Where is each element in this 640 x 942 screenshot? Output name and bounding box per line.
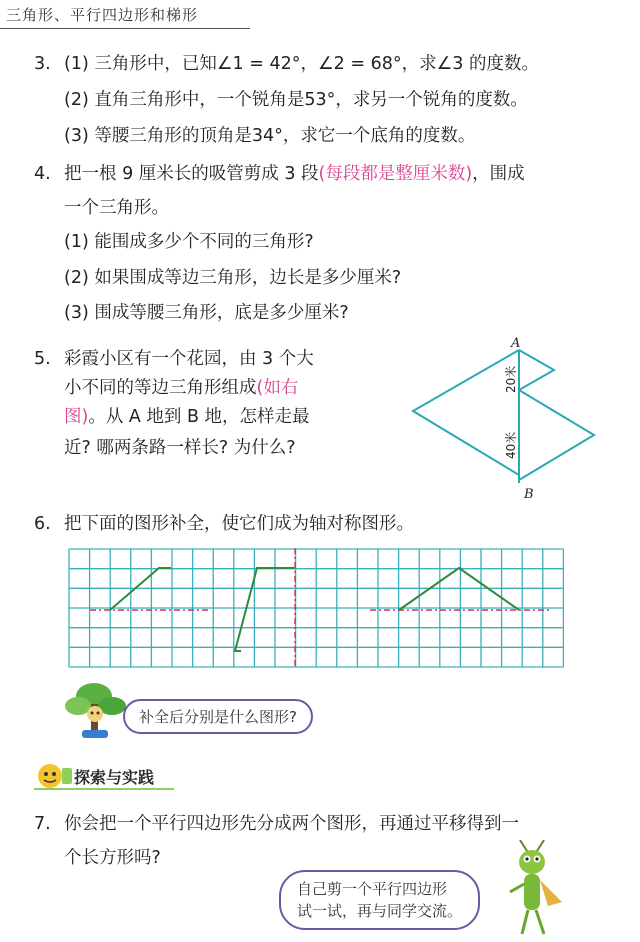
label-b: B	[524, 487, 534, 502]
q6-hint-bubble: 补全后分别是什么图形?	[123, 699, 313, 734]
q4-line2: 一个三角形。	[64, 198, 169, 218]
q4-sub3: (3) 围成等腰三角形，底是多少厘米?	[64, 303, 349, 323]
q4-number: 4.	[34, 164, 51, 184]
q5-number: 5.	[34, 349, 51, 369]
q4-sub1: (1) 能围成多少个不同的三角形?	[64, 232, 314, 252]
q6-line1	[34, 512, 414, 536]
q7-number: 7.	[34, 814, 51, 834]
half-shape-1	[110, 568, 171, 610]
q5-text-2-pink: (如右	[256, 378, 299, 398]
q5-line2	[64, 376, 298, 400]
q3-line2: (2) 直角三角形中，一个锐角是53°，求另一个锐角的度数。	[64, 90, 528, 110]
q7-hint-line1: 自己剪一个平行四边形	[297, 880, 448, 898]
q6-text: 把下面的图形补全，使它们成为轴对称图形。	[64, 514, 414, 534]
small-triangle-edges	[519, 350, 554, 390]
q3-number: 3.	[34, 54, 51, 74]
label-a: A	[511, 336, 521, 351]
q4-sub2: (2) 如果围成等边三角形，边长是多少厘米?	[64, 268, 402, 288]
explore-title: 探索与实践	[74, 768, 155, 787]
grasshopper-mascot-icon	[500, 840, 570, 940]
q6-number: 6.	[34, 514, 51, 534]
side-label-20: 20米	[504, 365, 518, 393]
q7-line2: 个长方形吗?	[64, 848, 161, 868]
header-rule	[0, 28, 250, 29]
side-label-40: 40米	[504, 431, 518, 459]
explore-icon	[34, 762, 74, 790]
q3-text-1: (1) 三角形中，已知∠1 = 42°，∠2 = 68°，求∠3 的度数。	[64, 54, 539, 74]
garden-figure	[400, 335, 610, 505]
q4-line1	[34, 162, 525, 186]
q7-hint-bubble	[279, 870, 480, 930]
q5-text-3-pink: 图)	[64, 407, 89, 427]
q5-line4: 近? 哪两条路一样长? 为什么?	[64, 438, 296, 458]
medium-triangle-edges	[519, 390, 594, 480]
q5-text-3b: 。从 A 地到 B 地，怎样走最	[88, 407, 310, 427]
symmetry-grid	[68, 548, 564, 668]
q4-text-1a: 把一根 9 厘米长的吸管剪成 3 段	[64, 164, 319, 184]
q4-text-1b: ，围成	[472, 164, 525, 184]
q7-line1	[34, 812, 519, 836]
explore-underline	[34, 788, 174, 790]
q7-hint-line2: 试一试，再与同学交流。	[297, 902, 463, 920]
q5-text-1: 彩霞小区有一个花园，由 3 个大	[64, 349, 314, 369]
page-header: 三角形、平行四边形和梯形	[6, 6, 199, 24]
q7-text-1: 你会把一个平行四边形先分成两个图形，再通过平移得到一	[64, 814, 519, 834]
q4-text-1-pink: (每段都是整厘米数)	[318, 164, 473, 184]
q3-line1	[34, 52, 539, 76]
q5-line1	[34, 347, 314, 371]
explore-section-banner	[34, 762, 174, 790]
q3-line3: (3) 等腰三角形的顶角是34°，求它一个底角的度数。	[64, 126, 476, 146]
q5-text-2a: 小不同的等边三角形组成	[64, 378, 257, 398]
q5-line3	[64, 405, 310, 429]
half-shape-2	[235, 568, 295, 651]
